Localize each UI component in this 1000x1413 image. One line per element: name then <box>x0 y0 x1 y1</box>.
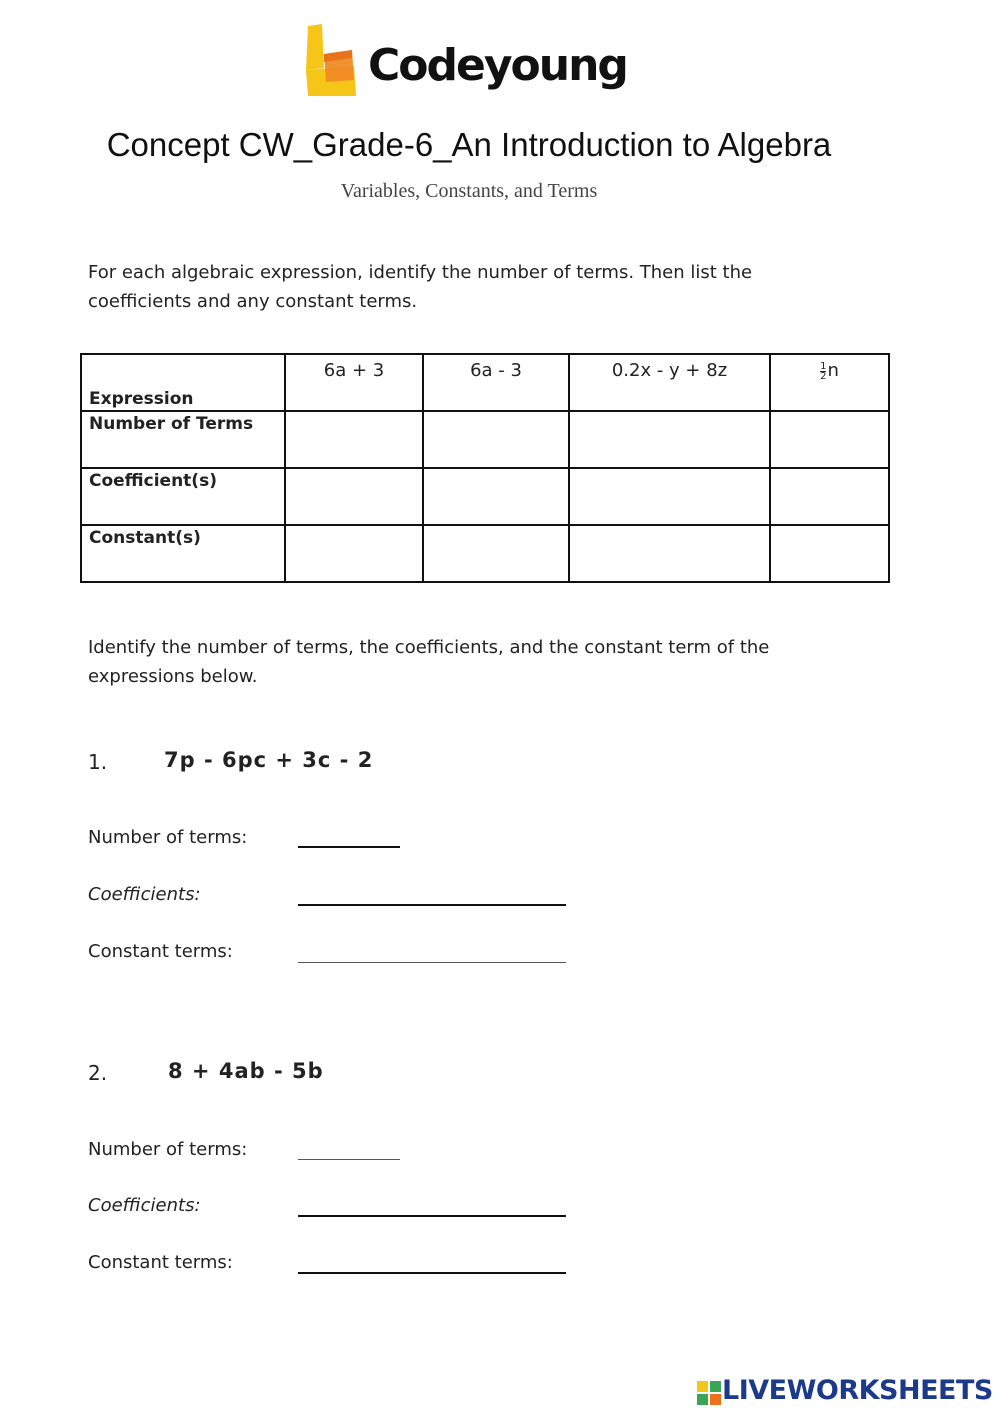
answer-cell[interactable] <box>423 468 569 525</box>
constant-terms-label: Constant terms: <box>88 941 233 962</box>
problem-number: 1. <box>88 750 108 774</box>
number-of-terms-label: Number of terms: <box>88 1139 248 1160</box>
fraction-denominator: 2 <box>820 370 827 382</box>
coefficients-blank[interactable] <box>298 1215 566 1217</box>
answer-cell[interactable] <box>285 525 423 582</box>
fraction <box>820 362 826 381</box>
table-row <box>81 525 889 582</box>
coefficients-label: Coefficients: <box>88 1195 201 1216</box>
page-subtitle: Variables, Constants, and Terms <box>340 180 598 202</box>
answer-cell[interactable] <box>770 411 889 468</box>
constant-terms-label: Constant terms: <box>88 1252 233 1273</box>
row-label-constants: Constant(s) <box>81 525 285 582</box>
answer-cell[interactable] <box>569 411 770 468</box>
answer-cell[interactable] <box>569 525 770 582</box>
answer-cell[interactable] <box>423 411 569 468</box>
row-label-number-of-terms: Number of Terms <box>81 411 285 468</box>
problem-expression: 8 + 4ab - 5b <box>168 1059 324 1083</box>
answer-cell[interactable] <box>285 411 423 468</box>
brand-name: Codeyoung <box>368 40 627 91</box>
fraction-numerator: 1 <box>820 360 827 372</box>
number-of-terms-label: Number of terms: <box>88 827 248 848</box>
fraction-variable: n <box>827 360 839 381</box>
liveworksheets-logo-icon <box>697 1381 721 1405</box>
answer-cell[interactable] <box>770 468 889 525</box>
instruction-problems: Identify the number of terms, the coefficients, and the constant term of the expressions below. <box>88 637 770 687</box>
coefficients-blank[interactable] <box>298 904 566 906</box>
row-label-expression: Expression <box>81 354 285 411</box>
page-title: Concept CW_Grade-6_An Introduction to Algebra <box>106 126 832 163</box>
answer-cell[interactable] <box>770 525 889 582</box>
number-of-terms-blank[interactable] <box>298 1159 400 1160</box>
column-header-expression: 6a - 3 <box>423 354 569 411</box>
table-row <box>81 354 889 411</box>
column-header-fraction-expression <box>770 354 889 411</box>
codeyoung-logo-icon <box>300 24 358 98</box>
terms-table <box>80 353 890 583</box>
column-header-expression: 6a + 3 <box>285 354 423 411</box>
answer-cell[interactable] <box>423 525 569 582</box>
coefficients-label: Coefficients: <box>88 884 201 905</box>
number-of-terms-blank[interactable] <box>298 846 400 848</box>
table-row <box>81 411 889 468</box>
table-row <box>81 468 889 525</box>
answer-cell[interactable] <box>285 468 423 525</box>
row-label-coefficients: Coefficient(s) <box>81 468 285 525</box>
constant-terms-blank[interactable] <box>298 962 566 963</box>
problem-expression: 7p - 6pc + 3c - 2 <box>164 748 374 772</box>
column-header-expression: 0.2x - y + 8z <box>569 354 770 411</box>
answer-cell[interactable] <box>569 468 770 525</box>
instruction-table: For each algebraic expression, identify the number of terms. Then list the coefficients and any constant terms. <box>88 262 753 312</box>
liveworksheets-watermark: LIVEWORKSHEETS <box>722 1375 993 1406</box>
constant-terms-blank[interactable] <box>298 1272 566 1274</box>
problem-number: 2. <box>88 1061 108 1085</box>
